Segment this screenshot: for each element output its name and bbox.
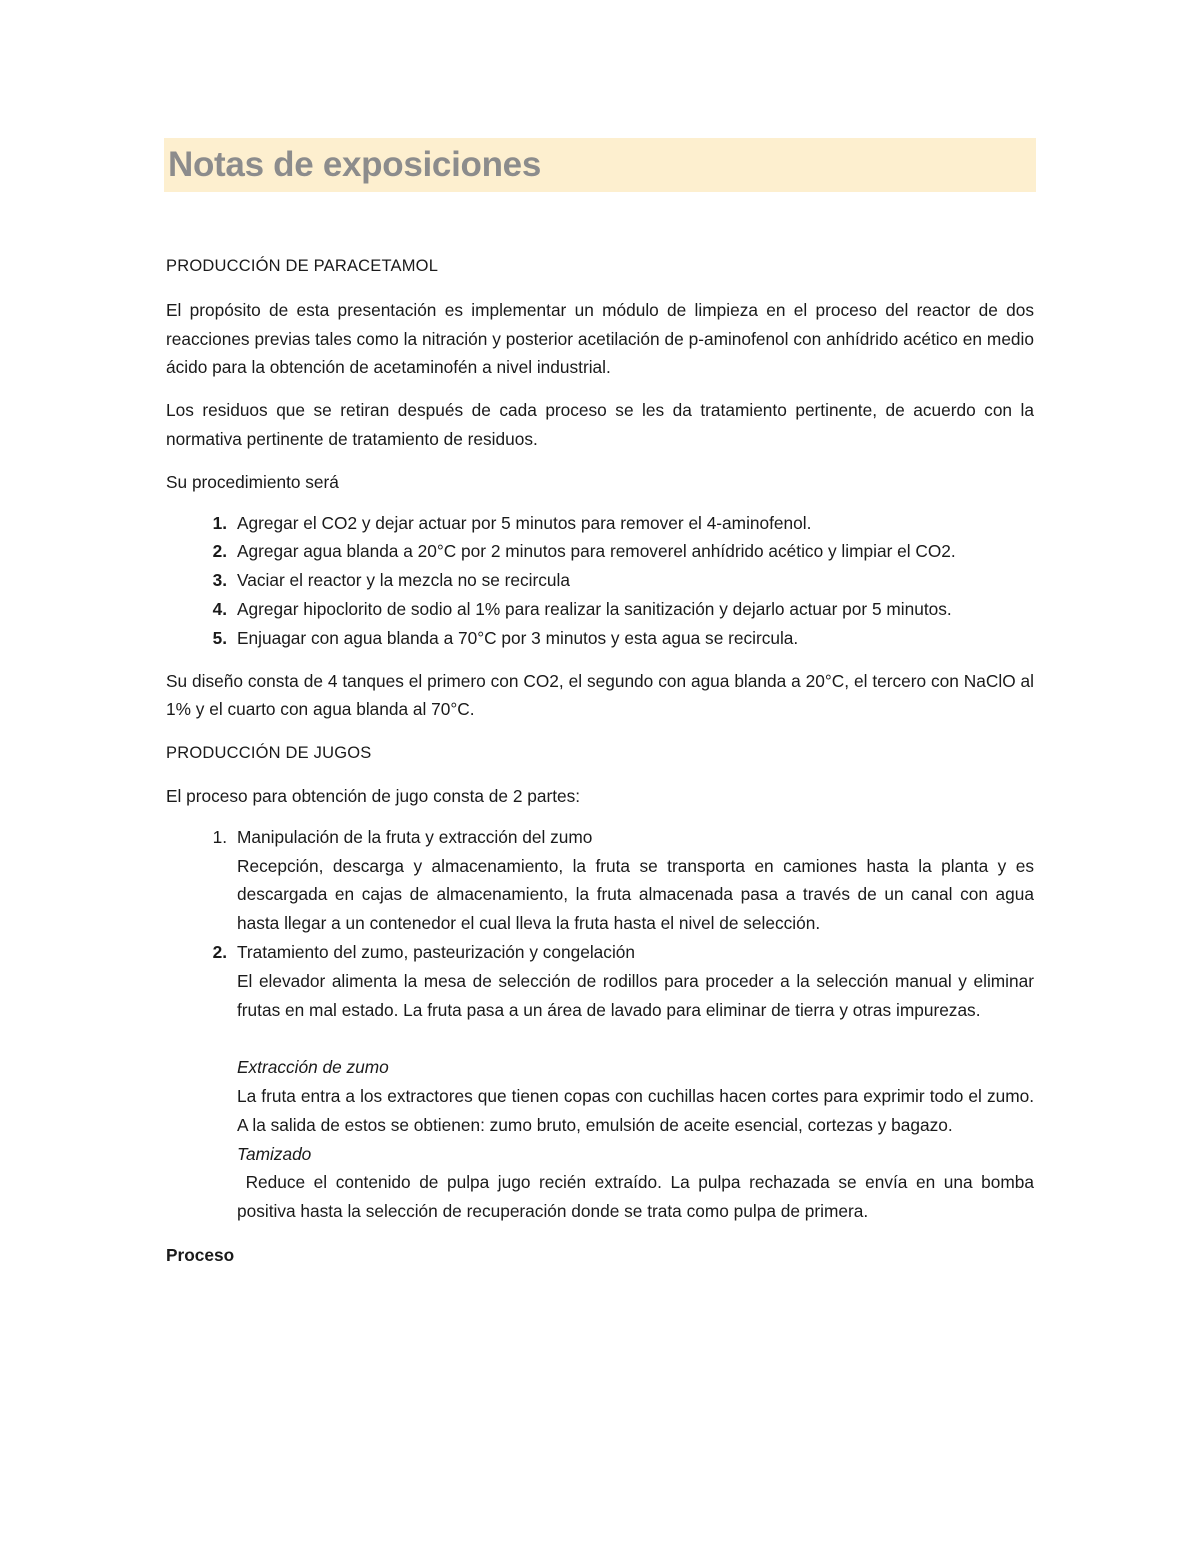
paracetamol-paragraph-waste: Los residuos que se retiran después de cada proceso se les da tratamiento pertinente, de acuerdo con la normativa pertinente de tratamiento de residuos.	[166, 400, 1034, 449]
list-item-text: Enjuagar con agua blanda a 70°C por 3 minutos y esta agua se recircula.	[237, 627, 799, 648]
list-item	[166, 537, 1034, 566]
jugos-parts-list	[166, 823, 1039, 1226]
list-item	[166, 566, 1034, 595]
paracetamol-paragraph-purpose: El propósito de esta presentación es implementar un módulo de limpieza en el proceso del reactor de dos reacciones previas tales como la nitración y posterior acetilación de p-aminofenol con anhídrido acético en medio ácido para la obtención de acetaminofén a nivel industrial.	[166, 299, 1034, 378]
list-item-text: Agregar el CO2 y dejar actuar por 5 minutos para remover el 4-aminofenol.	[237, 512, 812, 533]
list-item-number: 4.	[212, 598, 227, 619]
list-item-number: 5.	[212, 627, 227, 648]
list-item-title: Manipulación de la fruta y extracción del zumo	[237, 826, 593, 847]
blank-line	[237, 1024, 1034, 1053]
paracetamol-procedure-list	[166, 509, 1034, 653]
subsection-text-tamizado: Reduce el contenido de pulpa jugo recién extraído. La pulpa rechazada se envía en una bomba positiva hasta la selección de recuperación donde se trata como pulpa de primera.	[237, 1172, 1039, 1222]
section-heading-paracetamol: PRODUCCIÓN DE PARACETAMOL	[166, 257, 439, 275]
list-item-text: Recepción, descarga y almacenamiento, la fruta se transporta en camiones hasta la planta y es descargada en cajas de almacenamiento, la fruta almacenada pasa a través de un canal con agua hasta llegar a un contenedor el cual lleva la fruta hasta el nivel de selección.	[237, 855, 1034, 934]
list-item	[166, 509, 1034, 538]
subsection-text-extraccion: La fruta entra a los extractores que tienen copas con cuchillas hacen cortes para exprimir todo el zumo. A la salida de estos se obtienen: zumo bruto, emulsión de aceite esencial, cortezas y bagazo.	[237, 1085, 1034, 1135]
list-item-text: Agregar agua blanda a 20°C por 2 minutos para removerel anhídrido acético y limpiar el CO2.	[237, 541, 956, 562]
list-item	[166, 624, 1034, 653]
list-item	[166, 938, 1039, 1226]
list-item	[166, 595, 1034, 624]
document-title: Notas de exposiciones	[168, 145, 541, 184]
list-item-number: 2.	[212, 541, 227, 562]
list-item	[166, 823, 1034, 938]
subsection-title-extraccion: Extracción de zumo	[237, 1057, 389, 1078]
jugos-paragraph-intro: El proceso para obtención de jugo consta de 2 partes:	[166, 785, 581, 806]
document-body	[166, 252, 1039, 1270]
section-heading-proceso: Proceso	[166, 1244, 235, 1265]
list-item-title: Tratamiento del zumo, pasteurización y congelación	[237, 941, 636, 962]
paracetamol-paragraph-design: Su diseño consta de 4 tanques el primero con CO2, el segundo con agua blanda a 20°C, el tercero con NaClO al 1% y el cuarto con agua blanda al 70°C.	[166, 670, 1034, 720]
list-item-text: El elevador alimenta la mesa de selección de rodillos para proceder a la selección manual y eliminar frutas en mal estado. La fruta pasa a un área de lavado para eliminar de tierra y otras impurezas.	[237, 970, 1034, 1020]
list-item-number: 2.	[212, 941, 227, 962]
list-item-number: 1.	[212, 512, 227, 533]
subsection-title-tamizado: Tamizado	[237, 1143, 312, 1164]
list-item-number: 1.	[212, 826, 227, 847]
list-item-text: Agregar hipoclorito de sodio al 1% para realizar la sanitización y dejarlo actuar por 5 minutos.	[237, 598, 952, 619]
section-heading-jugos: PRODUCCIÓN DE JUGOS	[166, 744, 372, 763]
list-item-text: Vaciar el reactor y la mezcla no se recircula	[237, 570, 570, 591]
paracetamol-paragraph-procedure-intro: Su procedimiento será	[166, 471, 339, 492]
list-item-number: 3.	[212, 570, 227, 591]
